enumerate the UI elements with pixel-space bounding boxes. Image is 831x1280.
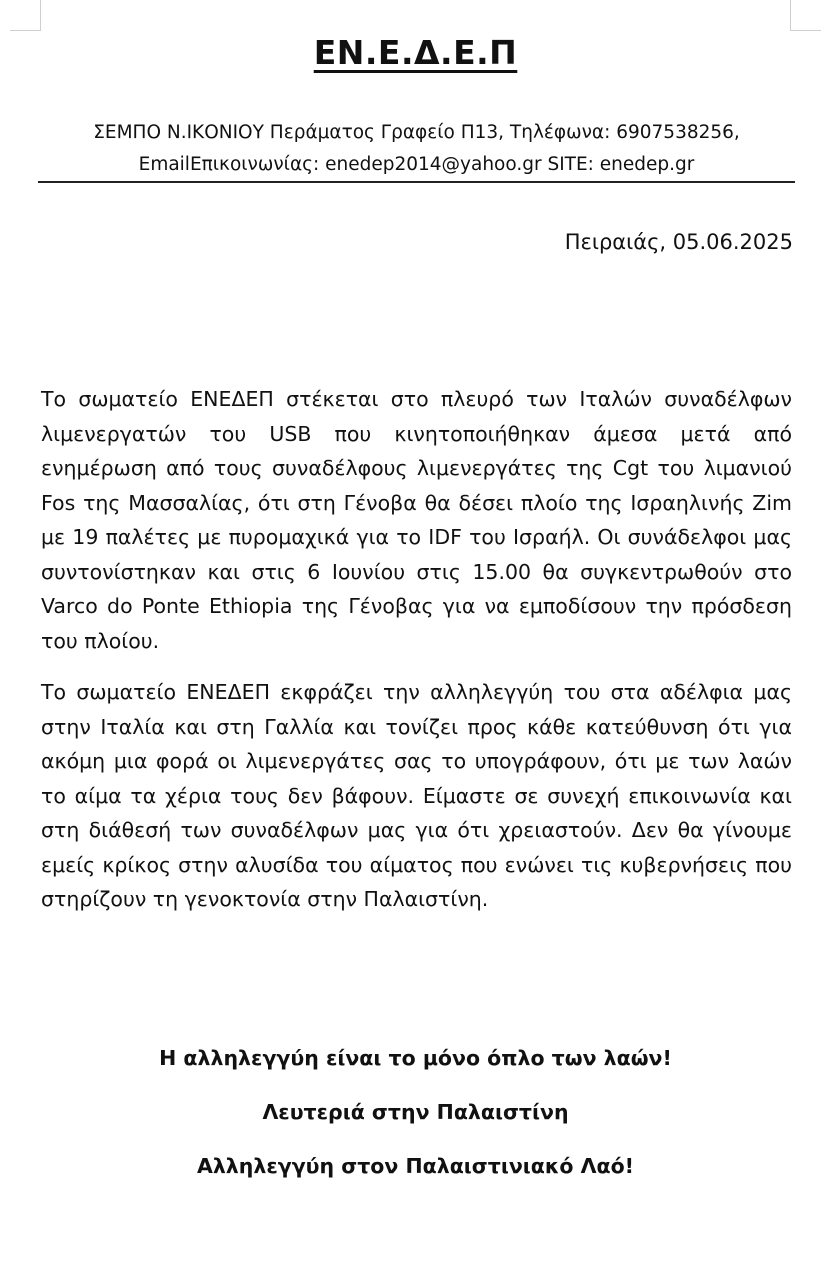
- slogan-palestinian-people: Αλληλεγγύη στον Παλαιστινιακό Λαό!: [196, 1154, 635, 1178]
- header-divider: [38, 181, 795, 183]
- closing-slogans: [0, 1045, 831, 1207]
- document-title: ΕΝ.Ε.Δ.Ε.Π: [313, 33, 518, 72]
- document-body: [41, 382, 792, 934]
- body-paragraph-2: Το σωματείο ΕΝΕΔΕΠ εκφράζει την αλληλεγγύη του στα αδέλφια μας στην Ιταλία και στη Γαλλία και τονίζει προς κάθε κατεύθυνση ότι για ακόμη μια φορά οι λιμενεργάτες σας το υπογράφουν, ότι με των λαών το αίμα τα χέρια τους δεν βάφουν. Είμαστε σε συνεχή επικοινωνία και στη διάθεσή των συναδέλφων μας για ότι χρειαστούν. Δεν θα γίνουμε εμείς κρίκος στην αλυσίδα του αίματος που ενώνει τις κυβερνήσεις που στηρίζουν τη γενοκτονία στην Παλαιστίνη.: [41, 680, 792, 911]
- document-date: Πειραιάς, 05.06.2025: [564, 230, 793, 254]
- slogan-freedom-palestine: Λευτεριά στην Παλαιστίνη: [262, 1100, 569, 1124]
- slogan-solidarity: Η αλληλεγγύη είναι το μόνο όπλο των λαών!: [159, 1046, 672, 1070]
- body-paragraph-1: Το σωματείο ΕΝΕΔΕΠ στέκεται στο πλευρό των Ιταλών συναδέλφων λιμενεργατών του USB που κινητοποιήθηκαν άμεσα μετά από ενημέρωση από τους συναδέλφους λιμενεργάτες της Cgt του λιμανιού Fos της Μασσαλίας, ότι στη Γένοβα θα δέσει πλοίο της Ισραηλινής Zim με 19 παλέτες με πυρομαχικά για το IDF του Ισραήλ. Οι συνάδελφοι μας συντονίστηκαν και στις 6 Ιουνίου στις 15.00 θα συγκεντρωθούν στο Varco do Ponte Ethiopia της Γένοβας για να εμποδίσουν την πρόσδεση του πλοίου.: [41, 387, 792, 653]
- page-corner-left: [10, 0, 41, 31]
- contact-line-email: EmailΕπικοινωνίας: enedep2014@yahoo.gr SITE: enedep.gr: [138, 154, 695, 175]
- contact-info: [38, 117, 795, 181]
- contact-line-address: ΣΕΜΠΟ Ν.ΙΚΟΝΙΟΥ Περάματος Γραφείο Π13, Τηλέφωνα: 6907538256,: [93, 122, 740, 143]
- page-corner-right: [790, 0, 821, 31]
